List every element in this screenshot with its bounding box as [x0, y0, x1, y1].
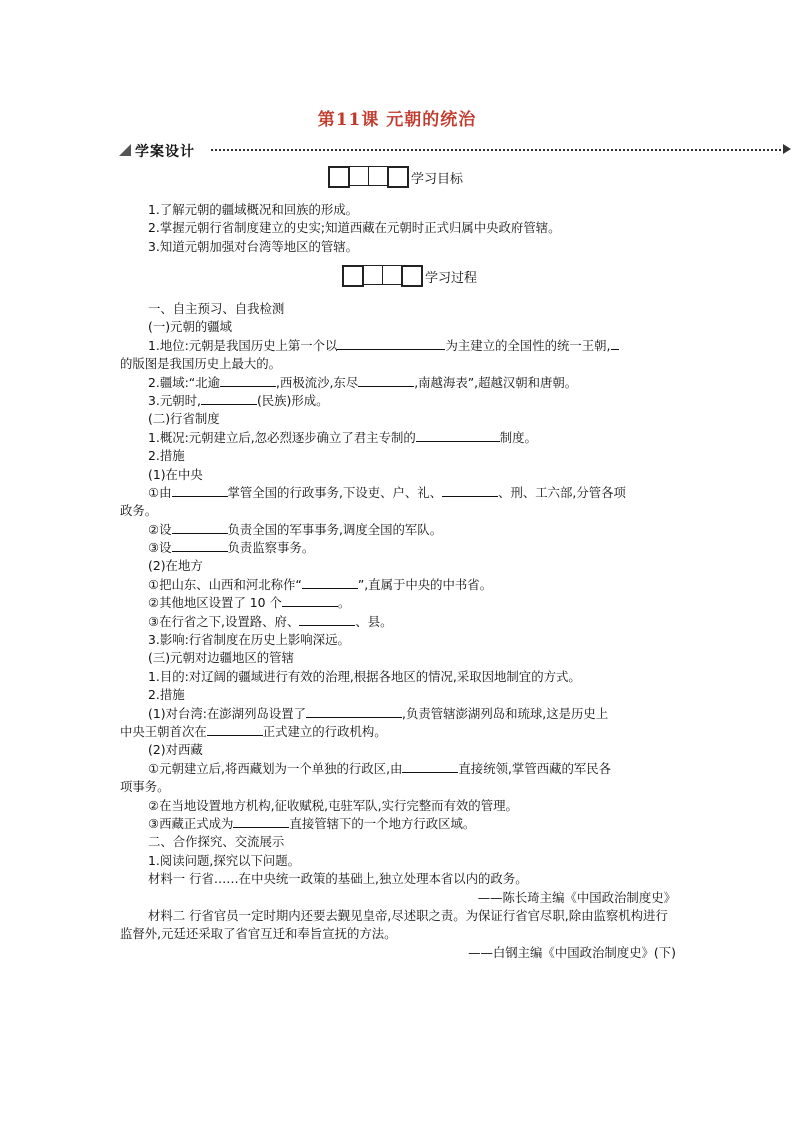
question-text: ②设	[148, 521, 172, 537]
answer-blank[interactable]	[611, 337, 619, 350]
answer-blank[interactable]	[201, 392, 257, 405]
goals-list	[148, 201, 678, 256]
question-text: 、刑、工六部,分管各项	[498, 484, 626, 500]
item-text: 1.目的:对辽阔的疆域进行有效的治理,根据各地区的情况,采取因地制宜的方式。	[148, 668, 581, 684]
question-text: 掌管全国的行政事务,下设吏、户、礼、	[227, 484, 443, 500]
item-text: 1.阅读问题,探究以下问题。	[148, 852, 301, 868]
question-line-cont: 政务。	[120, 503, 158, 519]
question-text: 、县。	[355, 613, 393, 629]
question-line	[148, 392, 678, 410]
question-text: ①由	[148, 484, 172, 500]
question-text: ,负责管辖澎湖列岛和琉球,这是历史上	[402, 705, 609, 721]
goals-heading	[328, 167, 463, 187]
item-heading: (2)对西藏	[148, 742, 203, 758]
question-line	[148, 760, 678, 778]
answer-blank[interactable]	[282, 594, 338, 607]
question-text: ③在行省之下,设置路、府、	[148, 613, 300, 629]
box-frame-icon	[328, 166, 408, 188]
dotted-divider	[211, 149, 781, 151]
process-heading	[342, 266, 477, 286]
answer-blank[interactable]	[358, 374, 414, 387]
question-line	[148, 429, 678, 447]
section-heading: 二、合作探究、交流展示	[148, 834, 285, 850]
answer-blank[interactable]	[299, 613, 355, 626]
section-bar	[119, 142, 791, 160]
answer-blank[interactable]	[172, 539, 228, 552]
question-text: 直接管辖下的一个地方行政区域。	[289, 815, 476, 831]
goals-heading-label: 学习目标	[411, 171, 464, 187]
question-line	[148, 705, 678, 723]
question-line	[148, 484, 678, 502]
item-heading: (2)在地方	[148, 558, 203, 574]
box-frame-icon	[342, 265, 422, 287]
question-line-cont	[120, 723, 678, 741]
question-text: 制度。	[499, 429, 537, 445]
material-source: ——陈长琦主编《中国政治制度史》	[477, 889, 676, 905]
question-line	[148, 576, 678, 594]
material-text: 材料一 行省……在中央统一政策的基础上,独立处理本省以内的政务。	[148, 871, 528, 887]
item-heading: 2.措施	[148, 687, 185, 703]
goal-item: 2.掌握元朝行省制度建立的史实;知道西藏在元朝时正式归属中央政府管辖。	[148, 220, 561, 236]
question-text: ③西藏正式成为	[148, 815, 234, 831]
question-text: 负责监察事务。	[227, 540, 315, 556]
section-label: 学案设计	[135, 144, 195, 160]
answer-blank[interactable]	[302, 576, 358, 589]
question-text: (1)对台湾:在澎湖列岛设置了	[148, 705, 307, 721]
goal-item: 1.了解元朝的疆域概况和回族的形成。	[148, 202, 359, 217]
question-text: ①把山东、山西和河北称作“	[148, 576, 302, 592]
answer-blank[interactable]	[233, 815, 289, 828]
answer-blank[interactable]	[220, 374, 276, 387]
answer-blank[interactable]	[416, 429, 500, 442]
subsection-heading: (三)元朝对边疆地区的管辖	[148, 650, 294, 666]
question-line-cont: 的版图是我国历史上最大的。	[120, 356, 282, 372]
material-text: 材料二 行省官员一定时期内还要去觐见皇帝,尽述职之责。为保证行省官尽职,除由监察机构进行监督外,元廷还采取了省官互迁和奉旨宣抚的方法。	[120, 907, 668, 942]
question-text: 正式建立的行政机构。	[262, 723, 387, 739]
question-text: ,西极流沙,东尽	[275, 374, 359, 390]
goal-item: 3.知道元朝加强对台湾等地区的管辖。	[148, 238, 359, 254]
item-text: ②在当地设置地方机构,征收赋税,屯驻军队,实行完整而有效的管理。	[148, 797, 518, 813]
question-text: ,南越海表”,超越汉朝和唐朝。	[414, 374, 578, 390]
answer-blank[interactable]	[442, 484, 498, 497]
question-text: 2.疆域:“北逾	[148, 374, 220, 390]
question-line	[148, 815, 678, 833]
answer-blank[interactable]	[306, 705, 402, 718]
question-text: 直接统领,掌管西藏的军民各	[458, 760, 612, 776]
lesson-title: 第11课 元朝的统治	[317, 110, 477, 130]
answer-blank[interactable]	[337, 337, 445, 350]
process-content	[120, 300, 678, 962]
answer-blank[interactable]	[172, 521, 228, 534]
question-text: 1.地位:元朝是我国历史上第一个以	[148, 337, 338, 353]
answer-blank[interactable]	[207, 723, 263, 736]
item-text: 3.影响:行省制度在历史上影响深远。	[148, 632, 350, 648]
question-text: 1.概况:元朝建立后,忽必烈逐步确立了君主专制的	[148, 429, 416, 445]
question-line	[148, 613, 678, 631]
arrow-right-icon	[783, 144, 791, 154]
process-heading-label: 学习过程	[425, 270, 478, 286]
question-text: ①元朝建立后,将西藏划为一个单独的行政区,由	[148, 760, 403, 776]
item-heading: (1)在中央	[148, 466, 203, 482]
subsection-heading: (一)元朝的疆域	[148, 319, 233, 335]
material-source: ——白钢主编《中国政治制度史》(下)	[468, 944, 676, 960]
question-line	[148, 337, 678, 355]
question-text: ②其他地区设置了 10 个	[148, 595, 282, 611]
question-text: 负责全国的军事事务,调度全国的军队。	[227, 521, 443, 537]
question-text: ”,直属于中央的中书省。	[357, 576, 493, 592]
question-line	[148, 539, 678, 557]
question-line-cont: 项事务。	[120, 779, 170, 795]
item-heading: 2.措施	[148, 448, 185, 464]
question-line	[148, 374, 678, 392]
question-text: 3.元朝时,	[148, 392, 201, 408]
answer-blank[interactable]	[172, 484, 228, 497]
question-text: 为主建立的全国性的统一王朝,	[445, 337, 611, 353]
question-text: 中央王朝首次在	[120, 723, 207, 739]
section-heading: 一、自主预习、自我检测	[148, 301, 285, 316]
question-line	[148, 594, 678, 612]
question-text: ③设	[148, 540, 172, 556]
subsection-heading: (二)行省制度	[148, 411, 220, 427]
triangle-icon	[119, 144, 131, 156]
answer-blank[interactable]	[402, 760, 458, 773]
question-text: (民族)形成。	[256, 392, 329, 408]
question-text: 。	[337, 595, 351, 611]
question-line	[148, 521, 678, 539]
